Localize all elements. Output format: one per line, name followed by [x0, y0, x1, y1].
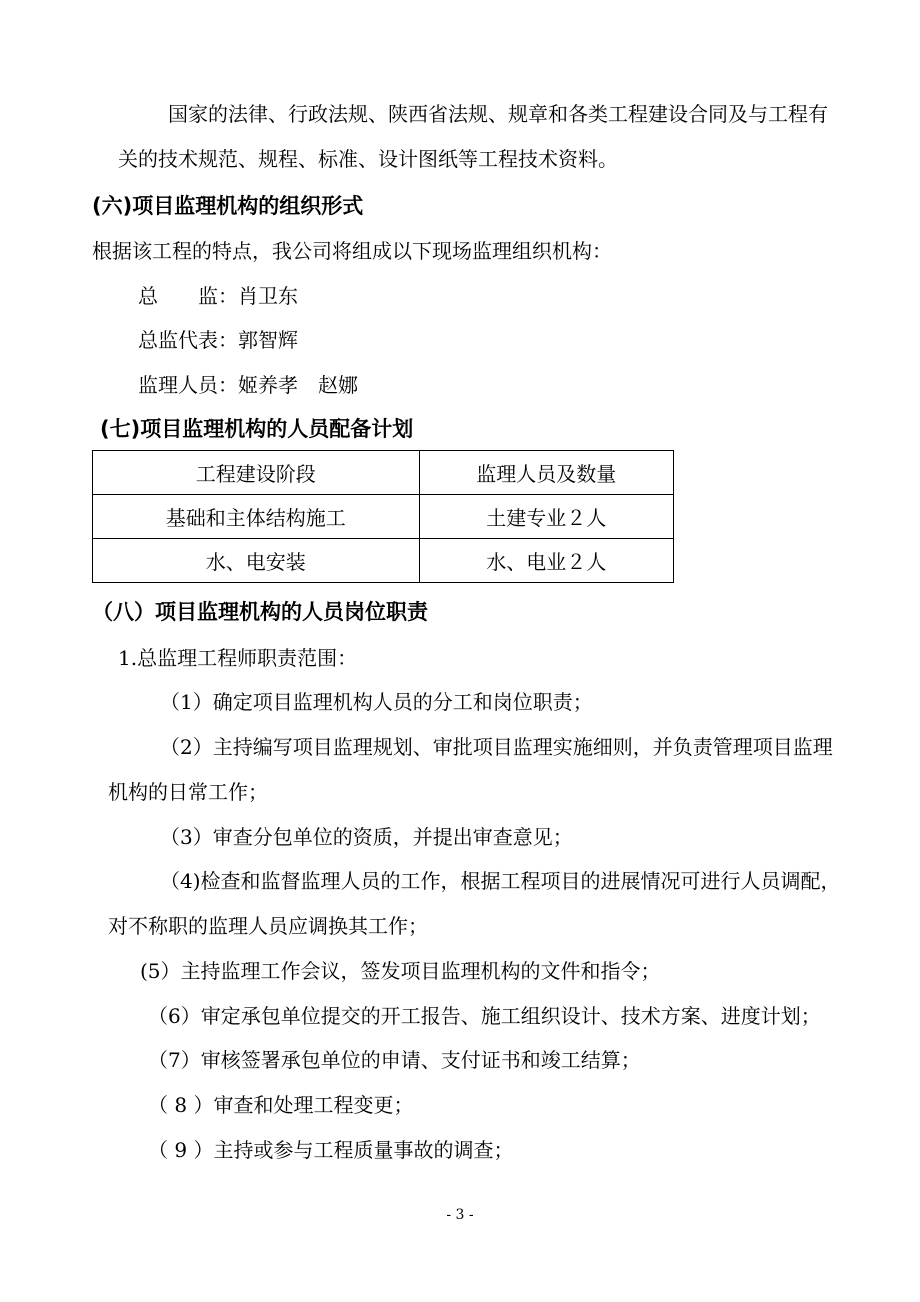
duty-item-2: （2）主持编写项目监理规划、审批项目监理实施细则，并负责管理项目监理 [160, 735, 833, 759]
section-6-heading: (六)项目监理机构的组织形式 [92, 194, 364, 218]
table-header-row [93, 451, 674, 495]
duty-item-8: （ 8 ）审查和处理工程变更； [148, 1093, 414, 1117]
duty-item-2-continued: 机构的日常工作； [108, 780, 268, 804]
table-cell: 基础和主体结构施工 [93, 495, 420, 539]
table-row [93, 539, 674, 583]
table-cell: 水、电业２人 [419, 539, 673, 583]
page-number: - 3 - [446, 1207, 474, 1223]
duty-item-6: （6）审定承包单位提交的开工报告、施工组织设计、技术方案、进度计划； [148, 1004, 821, 1028]
duty-item-4-continued: 对不称职的监理人员应调换其工作； [108, 914, 428, 938]
intro-line-1: 国家的法律、行政法规、陕西省法规、规章和各类工程建设合同及与工程有 [168, 102, 828, 126]
chief-representative: 总监代表：郭智辉 [138, 328, 298, 352]
table-header-cell: 监理人员及数量 [419, 451, 673, 495]
table-header-cell: 工程建设阶段 [93, 451, 420, 495]
duty-item-7: （7）审核签署承包单位的申请、支付证书和竣工结算； [148, 1048, 641, 1072]
duty-item-5: (5）主持监理工作会议，签发项目监理机构的文件和指令； [140, 959, 661, 983]
duty-item-3: （3）审查分包单位的资质，并提出审查意见； [160, 825, 573, 849]
supervision-staff: 监理人员：姬养孝 赵娜 [138, 373, 358, 397]
section-6-text: 根据该工程的特点，我公司将组成以下现场监理组织机构： [92, 239, 612, 263]
table-cell: 土建专业２人 [419, 495, 673, 539]
duty-item-4: （4)检查和监督监理人员的工作，根据工程项目的进展情况可进行人员调配， [160, 869, 841, 893]
chief-supervisor: 总 监：肖卫东 [138, 284, 298, 308]
subsection-1-heading: 1.总监理工程师职责范围： [118, 646, 358, 670]
intro-line-2: 关的技术规范、规程、标准、设计图纸等工程技术资料。 [118, 147, 618, 171]
table-row [93, 495, 674, 539]
table-cell: 水、电安装 [93, 539, 420, 583]
duty-item-9: （ 9 ）主持或参与工程质量事故的调查； [148, 1138, 514, 1162]
section-8-heading: （八）项目监理机构的人员岗位职责 [92, 600, 428, 624]
duty-item-1: （1）确定项目监理机构人员的分工和岗位职责； [160, 690, 593, 714]
section-7-heading: (七)项目监理机构的人员配备计划 [100, 417, 414, 441]
staffing-table [92, 450, 674, 583]
